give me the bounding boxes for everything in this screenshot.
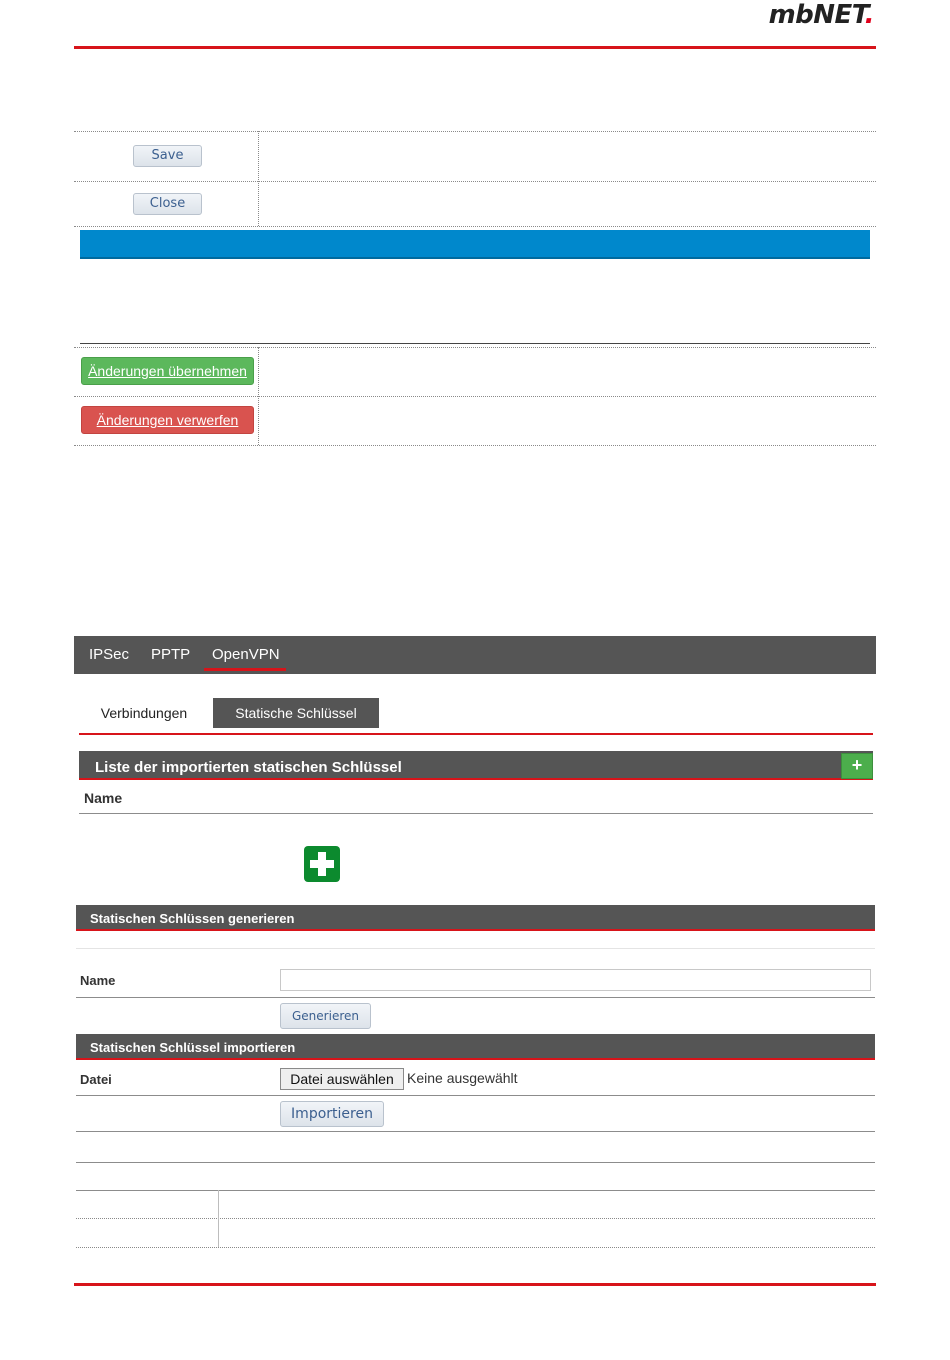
tab-openvpn[interactable]: OpenVPN bbox=[212, 646, 280, 663]
table-line bbox=[76, 1190, 875, 1191]
column-divider bbox=[258, 131, 259, 226]
table-line bbox=[76, 1162, 875, 1163]
list-bottom-line bbox=[79, 813, 873, 814]
apply-changes-button[interactable]: Änderungen übernehmen bbox=[81, 357, 254, 385]
file-label: Datei bbox=[80, 1072, 112, 1087]
row-divider bbox=[76, 997, 875, 998]
row-divider bbox=[74, 445, 876, 446]
choose-file-button[interactable]: Datei auswählen bbox=[280, 1068, 404, 1090]
generate-section-title: Statischen Schlüssen generieren bbox=[90, 911, 295, 926]
subtab-underline bbox=[79, 733, 873, 735]
table-line bbox=[76, 1218, 875, 1219]
tab-pptp[interactable]: PPTP bbox=[151, 646, 191, 663]
section-divider bbox=[80, 343, 870, 344]
vpn-tabs-bar bbox=[74, 636, 876, 674]
subtab-verbindungen[interactable]: Verbindungen bbox=[100, 705, 188, 721]
blue-header-bar bbox=[80, 230, 870, 259]
name-column-header: Name bbox=[84, 790, 123, 806]
list-section-title: Liste der importierten statischen Schlüssel bbox=[95, 759, 402, 776]
column-divider bbox=[218, 1190, 219, 1247]
close-button[interactable]: Close bbox=[133, 193, 202, 215]
import-section-title: Statischen Schlüssel importieren bbox=[90, 1040, 296, 1055]
row-divider bbox=[74, 181, 876, 182]
row-divider bbox=[74, 131, 876, 132]
save-button[interactable]: Save bbox=[133, 145, 202, 167]
row-divider bbox=[74, 226, 876, 227]
import-button[interactable]: Importieren bbox=[280, 1101, 384, 1127]
plus-icon: + bbox=[851, 755, 863, 775]
plus-icon bbox=[304, 846, 340, 882]
footer-divider bbox=[74, 1283, 876, 1286]
row-divider bbox=[74, 396, 876, 397]
header-divider bbox=[74, 46, 876, 49]
generate-name-label: Name bbox=[80, 973, 116, 988]
row-divider bbox=[74, 347, 876, 348]
tab-ipsec[interactable]: IPSec bbox=[89, 646, 130, 663]
import-section-header bbox=[76, 1034, 875, 1060]
column-divider bbox=[258, 347, 259, 445]
active-tab-indicator bbox=[204, 668, 286, 671]
list-section-header bbox=[79, 751, 873, 780]
key-name-input[interactable] bbox=[280, 969, 871, 991]
mbnet-logo: mbNET. bbox=[768, 0, 874, 30]
subtab-statische-schluessel[interactable]: Statische Schlüssel bbox=[213, 698, 379, 728]
generate-section-header bbox=[76, 905, 875, 931]
generate-button[interactable]: Generieren bbox=[280, 1003, 371, 1029]
add-key-button[interactable] bbox=[841, 753, 873, 779]
row-divider bbox=[76, 948, 875, 949]
row-divider bbox=[76, 1131, 875, 1132]
file-status: Keine ausgewählt bbox=[407, 1070, 518, 1086]
row-divider bbox=[76, 1095, 875, 1096]
table-line bbox=[76, 1247, 875, 1248]
discard-changes-button[interactable]: Änderungen verwerfen bbox=[81, 406, 254, 434]
